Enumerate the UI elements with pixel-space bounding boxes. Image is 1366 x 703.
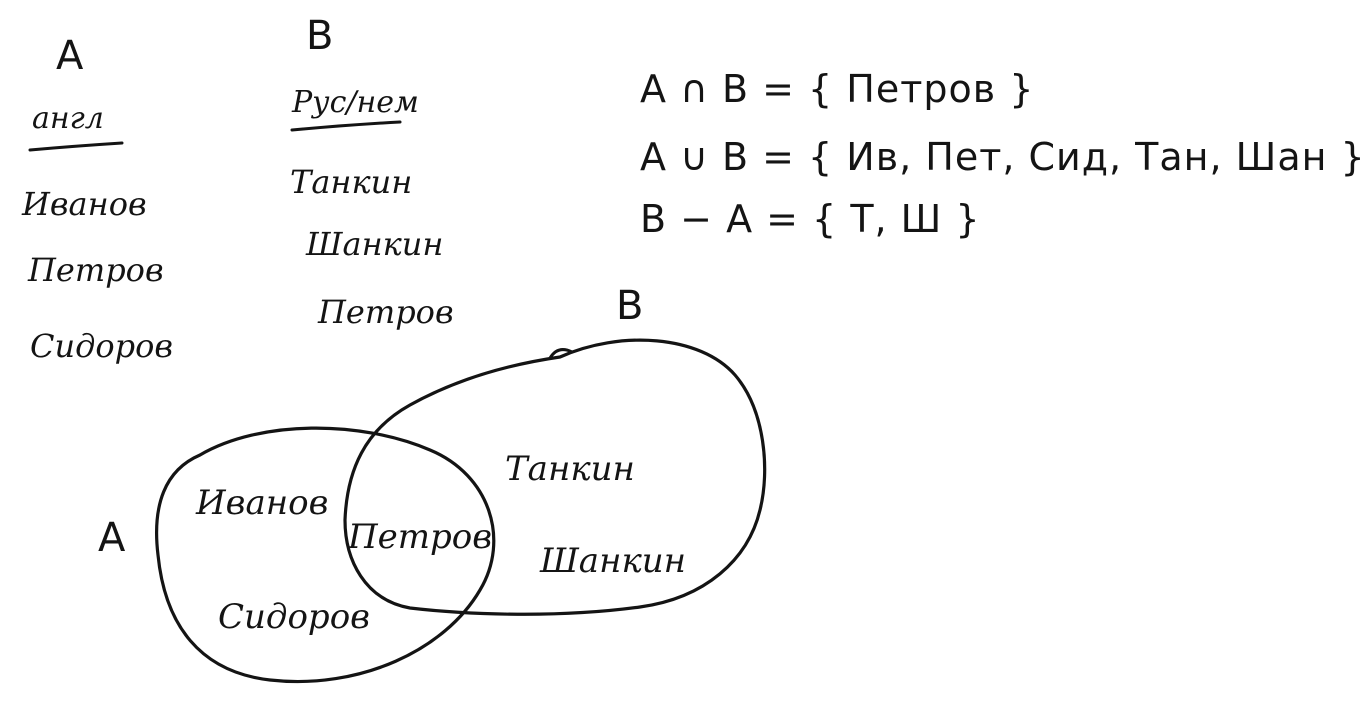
venn-label-a: A: [98, 515, 126, 561]
venn-intersection-item: Петров: [348, 517, 493, 557]
venn-only-b-item-1: Танкин: [505, 449, 635, 489]
set-b-header-underline: [292, 122, 400, 130]
set-b-header: Рус/нем: [292, 85, 419, 120]
venn-label-b: B: [616, 283, 644, 329]
set-b-letter: B: [306, 13, 334, 59]
set-a-member-2: Петров: [28, 251, 164, 289]
set-a-member-3: Сидоров: [30, 327, 174, 365]
venn-only-a-item-1: Иванов: [196, 483, 329, 523]
set-a-header: англ: [32, 101, 104, 136]
set-a-letter: A: [56, 33, 84, 79]
formula-intersection: A ∩ B = { Петров }: [640, 67, 1035, 111]
venn-only-a-item-2: Сидоров: [218, 597, 370, 637]
set-b-member-1: Танкин: [290, 163, 413, 201]
set-a-header-underline: [30, 143, 122, 150]
set-b-member-2: Шанкин: [306, 225, 444, 263]
set-b-member-3: Петров: [318, 293, 454, 331]
set-a-member-1: Иванов: [22, 185, 147, 223]
formula-difference: B − A = { Т, Ш }: [640, 197, 981, 241]
formula-union: A ∪ B = { Ив, Пет, Сид, Тан, Шан }: [640, 135, 1366, 179]
venn-only-b-item-2: Шанкин: [540, 541, 687, 581]
